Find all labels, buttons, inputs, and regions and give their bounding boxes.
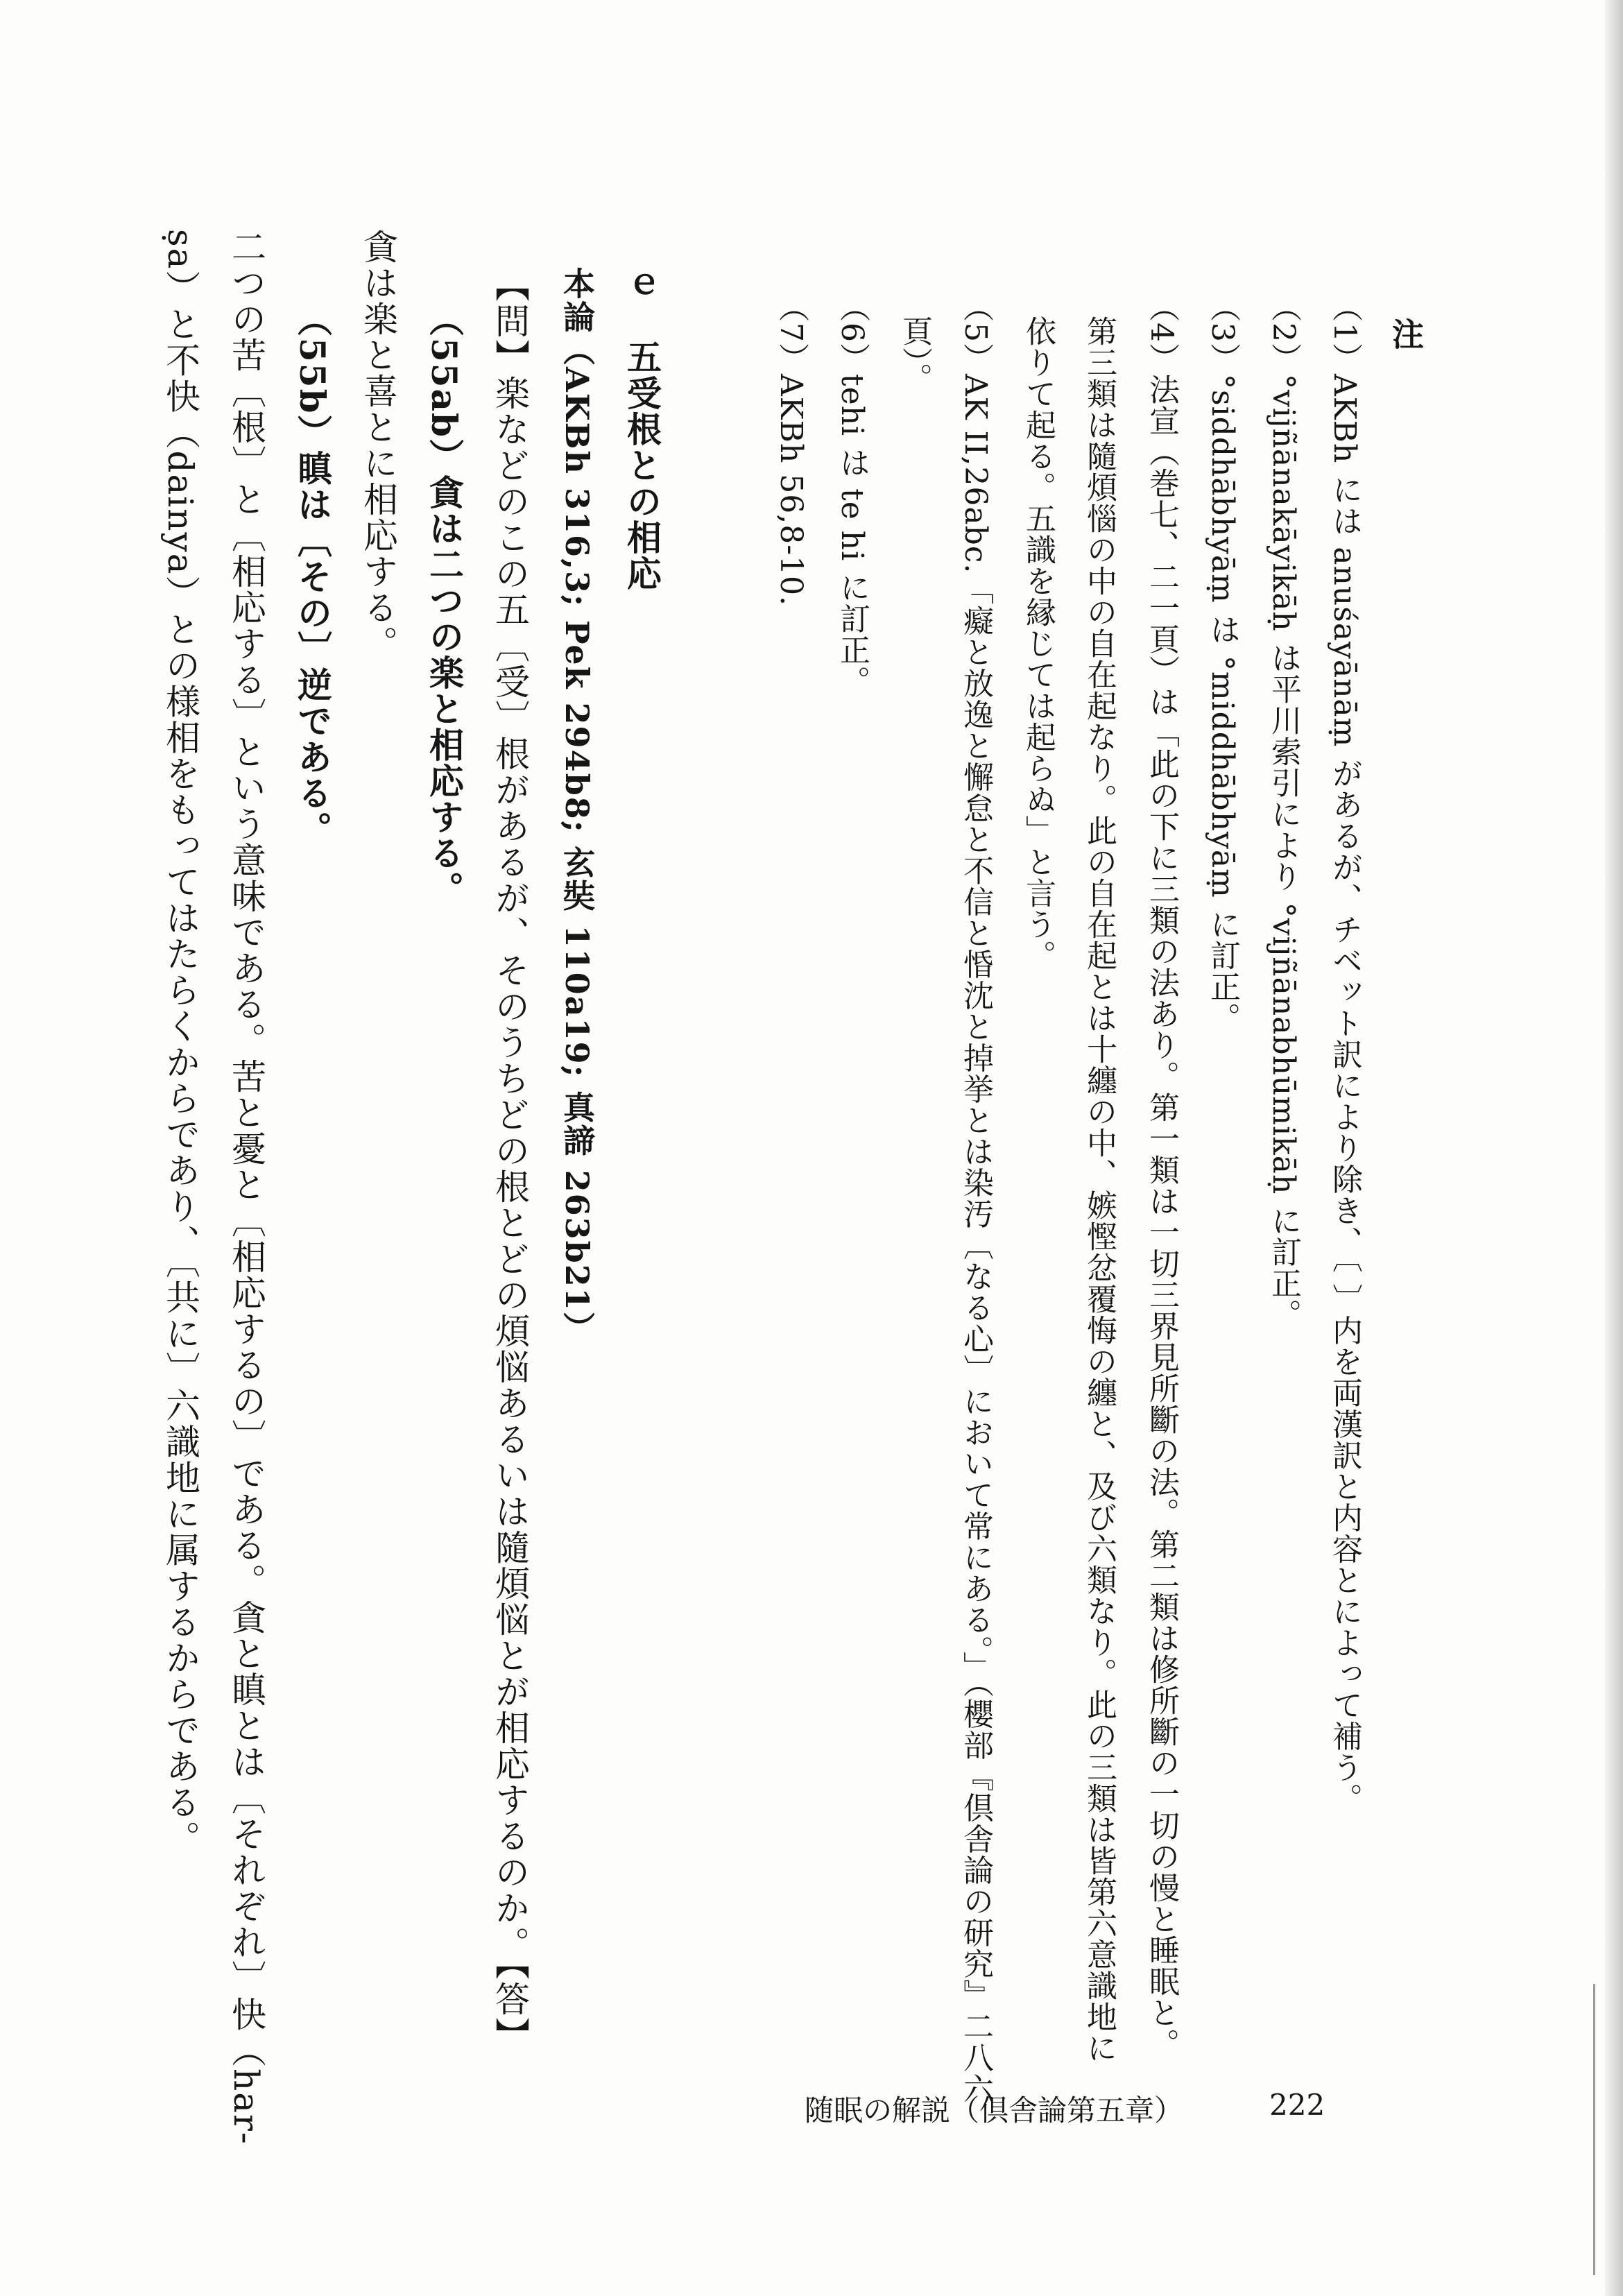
verse-55ab: （55ab）貪は二つの楽と相応する。 [424,302,465,907]
note-4-cont-1: 第三類は隨煩惱の中の自在起なり。此の自在起とは十纏の中、嫉慳忿覆悔の纏と、及び六類なり。此の三類は皆第六意識地に [1081,316,1117,2064]
note-3: （3）°siddhābhyāṃ は °middhābhyāṃ に訂正。 [1205,291,1240,1034]
notes-title: 注 [1387,318,1425,350]
note-5-cont: 頁）。 [897,316,932,394]
comment-55b-line-2: ṣa）と不快（dainya）との様相をもってはたらくからであり、〔共に〕六識地に属するからである。 [160,229,200,1857]
section-heading: ｅ 五受根との相応 [621,267,662,592]
source-reference: 本論（AKBh 316,3; Pek 294b8; 玄奘 110a19; 真諦 263b21） [558,267,596,1345]
scan-page-edge [1605,0,1623,2296]
note-6: （6）tehi は te hi に訂正。 [834,291,870,697]
note-7: （7）AKBh 56,8-10. [773,291,809,607]
running-title: 随眠の解説（倶舎論第五章） [805,2093,1184,2127]
note-1: （1）AKBh には anuśayānāṃ があるが、チベット訳により除き、〔 〕内を両漢訳と内容とによって補う。 [1327,291,1362,1815]
question-text: 【問】楽などのこの五〔受〕根があるが、そのうちどの根とどの煩悩あるいは隨煩悩とが相応するのか。【答】 [490,267,530,2053]
comment-55b-line-1: 二つの苦〔根〕と〔相応する〕という意味である。苦と憂と〔相応するの〕である。貪と瞋とは〔それぞれ〕快（har- [226,229,266,2145]
note-5: （5）AK II,26abc.「癡と放逸と懈怠と不信と惛沈と掉挙とは染汚〔なる心〕において常にある。」（櫻部『倶舎論の研究』二八六 [958,291,993,2105]
scan-dust-mark [1593,1984,1595,2275]
verse-55b: （55b）瞋は〔その〕逆である。 [292,302,333,848]
page-number: 222 [1269,2088,1325,2122]
note-4-cont-2: 依りて起る。五識を縁じては起らぬ」と言う。 [1020,316,1056,971]
note-4: （4）法宣（巻七、二一頁）は「此の下に三類の法あり。第一類は一切三界見所斷の法。第二類は修所斷の一切の慢と睡眠と。 [1144,291,1179,2059]
note-2: （2）°vijñānakāyikāḥ は平川索引により °vijñānabhūmikāḥ に訂正。 [1266,291,1301,1330]
comment-55ab: 貪は楽と喜とに相応する。 [358,229,398,662]
